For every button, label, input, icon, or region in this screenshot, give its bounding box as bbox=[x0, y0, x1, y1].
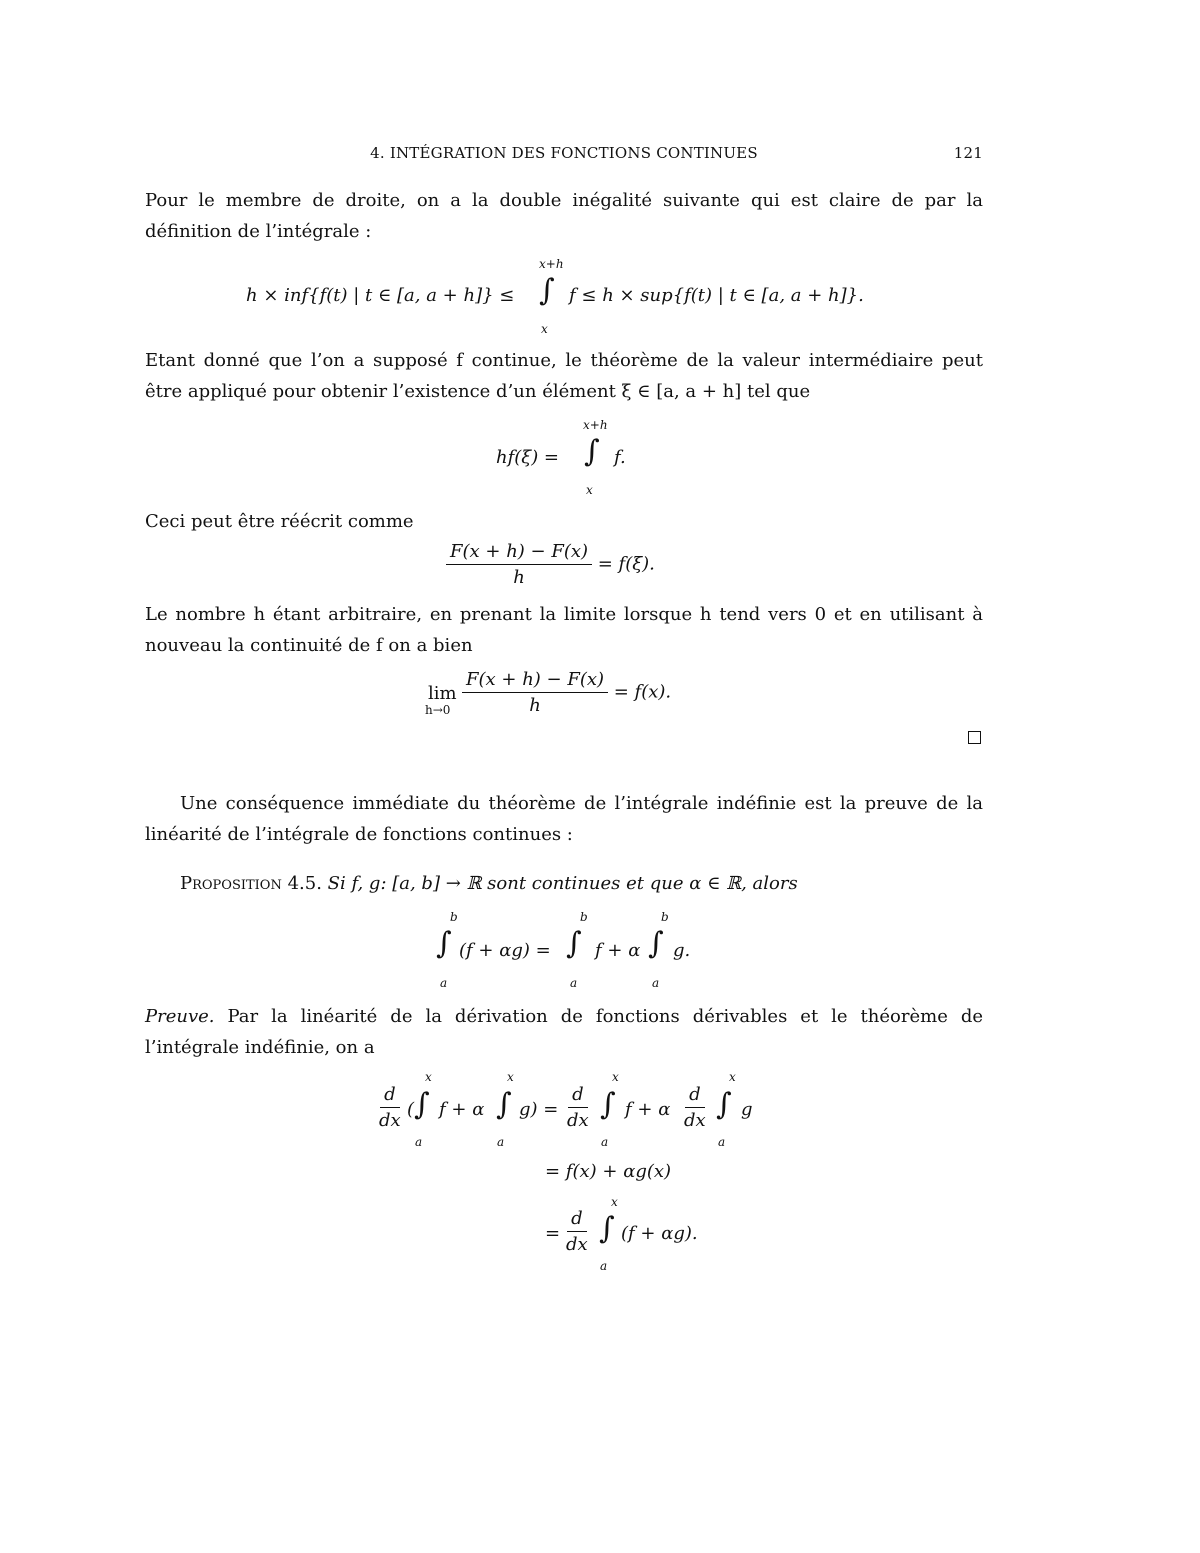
integral-upper-bound: b bbox=[580, 910, 588, 924]
proposition-4-5 bbox=[145, 868, 983, 899]
fraction-denominator: dx bbox=[379, 1110, 401, 1131]
fraction bbox=[567, 1084, 589, 1131]
equation-term: g. bbox=[673, 940, 691, 961]
integral-upper-bound: b bbox=[450, 910, 458, 924]
equation-mean-value-left: hf(ξ) = bbox=[496, 447, 560, 468]
integral-sign: ∫ bbox=[584, 434, 600, 469]
fraction bbox=[566, 1208, 588, 1255]
equals-sign: = bbox=[545, 1223, 561, 1244]
integral-upper-bound: x+h bbox=[583, 418, 608, 432]
proposition-label: Proposition 4.5. bbox=[180, 873, 322, 894]
limit-subscript: h→0 bbox=[425, 703, 451, 717]
integral-lower-bound: a bbox=[570, 976, 578, 990]
equation-term: g) = bbox=[519, 1099, 559, 1120]
qed-box-icon bbox=[968, 731, 981, 744]
fraction bbox=[462, 669, 608, 716]
integral-sign: ∫ bbox=[496, 1087, 512, 1122]
derivative-operator bbox=[566, 1208, 588, 1255]
proof-label: Preuve. bbox=[145, 1006, 215, 1027]
equation-term: (f + αg) = bbox=[459, 940, 551, 961]
fraction-denominator: h bbox=[529, 695, 541, 716]
equation-rhs: = f(x). bbox=[613, 681, 672, 703]
integral-upper-bound: x+h bbox=[539, 257, 564, 271]
fraction-numerator: d bbox=[568, 1084, 588, 1108]
fraction-numerator: F(x + h) − F(x) bbox=[462, 669, 608, 693]
running-header bbox=[145, 144, 983, 166]
integral-lower-bound: a bbox=[497, 1135, 505, 1149]
fraction bbox=[446, 541, 592, 588]
derivative-operator bbox=[567, 1084, 589, 1131]
paragraph-4: Le nombre h étant arbitraire, en prenant la limite lorsque h tend vers 0 et en utilisant à nouveau la continuité de f on a bien bbox=[145, 604, 983, 656]
integral-lower-bound: a bbox=[415, 1135, 423, 1149]
integral-upper-bound: x bbox=[612, 1070, 619, 1084]
integral-sign: ∫ bbox=[566, 926, 582, 961]
fraction-numerator: d bbox=[685, 1084, 705, 1108]
fraction-denominator: h bbox=[513, 567, 525, 588]
paragraph-3: Ceci peut être réécrit comme bbox=[145, 511, 414, 532]
integral-sign: ∫ bbox=[414, 1087, 430, 1122]
equation-mean-value-right: f. bbox=[614, 447, 626, 468]
fraction-numerator: d bbox=[567, 1208, 587, 1232]
integral-sign: ∫ bbox=[436, 926, 452, 961]
paragraph-2: Etant donné que l’on a supposé f continue, le théorème de la valeur intermédiaire peut être appliqué pour obtenir l’existence d’un élément ξ ∈ [a, a + h] tel que bbox=[145, 350, 983, 402]
equation-line-2: = f(x) + αg(x) bbox=[545, 1161, 672, 1182]
derivative-operator bbox=[684, 1084, 706, 1131]
fraction bbox=[684, 1084, 706, 1131]
integral-sign: ∫ bbox=[539, 273, 555, 308]
limit-operator: lim bbox=[428, 683, 457, 704]
fraction-numerator: d bbox=[380, 1084, 400, 1108]
equation-inequality-left: h × inf{f(t) | t ∈ [a, a + h]} ≤ bbox=[246, 285, 515, 306]
integral-lower-bound: a bbox=[600, 1259, 608, 1273]
integral-lower-bound: a bbox=[652, 976, 660, 990]
integral-upper-bound: b bbox=[661, 910, 669, 924]
equation-limit bbox=[462, 669, 671, 716]
paragraph-1: Pour le membre de droite, on a la double inégalité suivante qui est claire de par la définition de l’intégrale : bbox=[145, 190, 983, 242]
integral-upper-bound: x bbox=[729, 1070, 736, 1084]
chapter-title: 4. INTÉGRATION DES FONCTIONS CONTINUES bbox=[370, 144, 758, 162]
integral-sign: ∫ bbox=[599, 1211, 615, 1246]
equation-term: f + α bbox=[439, 1099, 485, 1120]
equation-rhs: = f(ξ). bbox=[597, 553, 655, 575]
integral-sign: ∫ bbox=[648, 926, 664, 961]
integral-sign: ∫ bbox=[600, 1087, 616, 1122]
integral-upper-bound: x bbox=[425, 1070, 432, 1084]
integral-upper-bound: x bbox=[611, 1195, 618, 1209]
equation-term: f + α bbox=[625, 1099, 671, 1120]
integral-upper-bound: x bbox=[507, 1070, 514, 1084]
integral-lower-bound: a bbox=[440, 976, 448, 990]
fraction-denominator: dx bbox=[684, 1110, 706, 1131]
fraction-denominator: dx bbox=[566, 1234, 588, 1255]
equation-difference-quotient bbox=[446, 541, 655, 588]
equation-term: (f + αg). bbox=[621, 1223, 698, 1244]
proposition-statement: Si f, g: [a, b] → ℝ sont continues et que α ∈ ℝ, alors bbox=[321, 873, 798, 894]
fraction-denominator: dx bbox=[567, 1110, 589, 1131]
integral-lower-bound: x bbox=[541, 322, 548, 336]
page-number: 121 bbox=[953, 144, 983, 162]
equation-term: f + α bbox=[595, 940, 641, 961]
paragraph-5: Une conséquence immédiate du théorème de l’intégrale indéfinie est la preuve de la linéarité de l’intégrale de fonctions continues : bbox=[145, 793, 983, 845]
integral-lower-bound: a bbox=[718, 1135, 726, 1149]
equation-term: g bbox=[741, 1099, 753, 1120]
open-paren: ( bbox=[407, 1099, 415, 1120]
integral-sign: ∫ bbox=[716, 1087, 732, 1122]
equation-inequality-right: f ≤ h × sup{f(t) | t ∈ [a, a + h]}. bbox=[569, 285, 864, 306]
derivative-operator bbox=[379, 1084, 401, 1131]
integral-lower-bound: a bbox=[601, 1135, 609, 1149]
proof-text: Par la linéarité de la dérivation de fonctions dérivables et le théorème de l’intégrale indéfinie, on a bbox=[145, 1006, 983, 1058]
integral-lower-bound: x bbox=[586, 483, 593, 497]
fraction bbox=[379, 1084, 401, 1131]
fraction-numerator: F(x + h) − F(x) bbox=[446, 541, 592, 565]
proof-paragraph bbox=[145, 1001, 983, 1063]
